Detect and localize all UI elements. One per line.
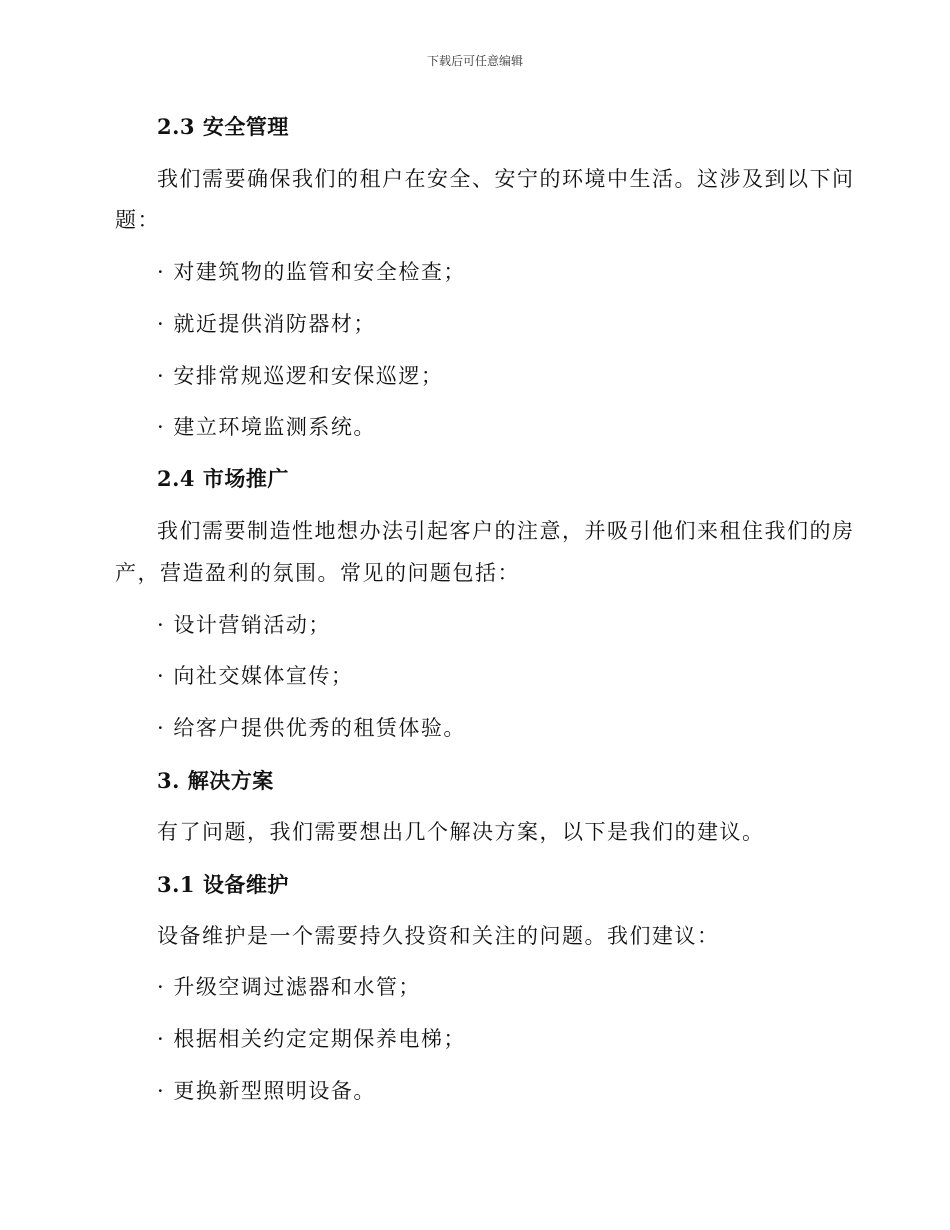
section-heading: 2.4 市场推广	[157, 466, 289, 491]
paragraph-line: 题：	[115, 208, 160, 232]
page-header: 下载后可任意编辑	[426, 54, 523, 68]
paragraph-line: 我们需要确保我们的租户在安全、安宁的环境中生活。这涉及到以下问	[157, 167, 855, 191]
list-item: · 设计营销活动；	[157, 613, 331, 637]
section-heading: 3. 解决方案	[157, 768, 274, 793]
list-item: · 根据相关约定定期保养电梯；	[157, 1027, 466, 1051]
list-item: · 给客户提供优秀的租赁体验。	[157, 716, 466, 740]
list-item: · 对建筑物的监管和安全检查；	[157, 260, 466, 284]
paragraph-line: 产，营造盈利的氛围。常见的问题包括：	[115, 561, 520, 585]
paragraph-line: 有了问题，我们需要想出几个解决方案，以下是我们的建议。	[157, 820, 765, 844]
paragraph-line: 我们需要制造性地想办法引起客户的注意，并吸引他们来租住我们的房	[157, 519, 855, 543]
paragraph-line: 设备维护是一个需要持久投资和关注的问题。我们建议：	[157, 924, 720, 948]
section-heading: 3.1 设备维护	[157, 872, 289, 897]
list-item: · 更换新型照明设备。	[157, 1079, 376, 1103]
list-item: · 升级空调过滤器和水管；	[157, 975, 421, 999]
section-heading: 2.3 安全管理	[157, 114, 289, 139]
list-item: · 建立环境监测系统。	[157, 415, 376, 439]
list-item: · 安排常规巡逻和安保巡逻；	[157, 364, 444, 388]
list-item: · 就近提供消防器材；	[157, 312, 376, 336]
list-item: · 向社交媒体宣传；	[157, 664, 354, 688]
